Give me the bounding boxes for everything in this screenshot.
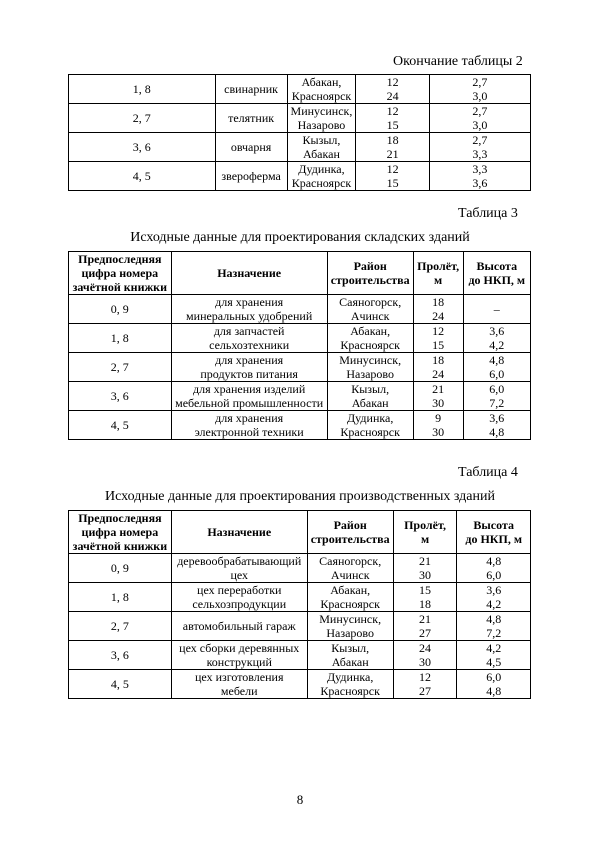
height-cell: 2,7 3,0 <box>429 104 530 133</box>
site-cell: Дудинка, Красноярск <box>307 670 393 699</box>
table2-continuation-caption: Окончание таблицы 2 <box>393 54 523 69</box>
digit-cell: 2, 7 <box>69 612 172 641</box>
page-number: 8 <box>296 792 304 807</box>
span-cell: 18 21 <box>356 133 429 162</box>
height-cell: 6,0 4,8 <box>457 670 531 699</box>
digit-cell: 1, 8 <box>69 75 216 104</box>
digit-cell: 3, 6 <box>69 641 172 670</box>
purpose-cell: звероферма <box>215 162 287 191</box>
site-cell: Абакан, Красноярск <box>327 324 413 353</box>
header-purpose: Назначение <box>171 511 307 554</box>
span-cell: 12 15 <box>356 162 429 191</box>
table3 <box>68 251 531 440</box>
height-cell: 4,8 7,2 <box>457 612 531 641</box>
height-cell: 2,7 3,0 <box>429 75 530 104</box>
table3-label: Таблица 3 <box>458 206 518 221</box>
span-cell: 9 30 <box>413 411 463 440</box>
digit-cell: 1, 8 <box>69 583 172 612</box>
height-cell: 4,8 6,0 <box>457 554 531 583</box>
span-cell: 18 24 <box>413 353 463 382</box>
height-cell: 2,7 3,3 <box>429 133 530 162</box>
purpose-cell: деревообрабатывающий цех <box>171 554 307 583</box>
site-cell: Дудинка, Красноярск <box>287 162 356 191</box>
table-row <box>69 382 531 411</box>
site-cell: Минусинск, Назарово <box>307 612 393 641</box>
span-cell: 15 18 <box>393 583 457 612</box>
digit-cell: 1, 8 <box>69 324 172 353</box>
table-row <box>69 104 531 133</box>
digit-cell: 2, 7 <box>69 104 216 133</box>
span-cell: 12 15 <box>413 324 463 353</box>
header-height: Высота до НКП, м <box>463 252 530 295</box>
height-cell: 4,2 4,5 <box>457 641 531 670</box>
height-cell: 3,3 3,6 <box>429 162 530 191</box>
table-header-row <box>69 252 531 295</box>
height-cell: 3,6 4,8 <box>463 411 530 440</box>
table-row <box>69 75 531 104</box>
span-cell: 21 27 <box>393 612 457 641</box>
span-cell: 12 27 <box>393 670 457 699</box>
span-cell: 21 30 <box>393 554 457 583</box>
site-cell: Абакан, Красноярск <box>307 583 393 612</box>
site-cell: Кызыл, Абакан <box>307 641 393 670</box>
purpose-cell: свинарник <box>215 75 287 104</box>
site-cell: Кызыл, Абакан <box>327 382 413 411</box>
height-cell: 3,6 4,2 <box>463 324 530 353</box>
purpose-cell: цех сборки деревянных конструкций <box>171 641 307 670</box>
site-cell: Минусинск, Назарово <box>287 104 356 133</box>
header-site: Район строительства <box>327 252 413 295</box>
table-row <box>69 554 531 583</box>
table4 <box>68 510 531 699</box>
table4-label: Таблица 4 <box>458 465 518 480</box>
header-span: Пролёт, м <box>393 511 457 554</box>
header-digit: Предпоследняя цифра номера зачётной книжки <box>69 511 172 554</box>
purpose-cell: овчарня <box>215 133 287 162</box>
height-cell: – <box>463 295 530 324</box>
span-cell: 12 15 <box>356 104 429 133</box>
site-cell: Дудинка, Красноярск <box>327 411 413 440</box>
header-height: Высота до НКП, м <box>457 511 531 554</box>
height-cell: 4,8 6,0 <box>463 353 530 382</box>
table-row <box>69 353 531 382</box>
purpose-cell: для запчастей сельхозтехники <box>171 324 327 353</box>
table-row <box>69 641 531 670</box>
purpose-cell: автомобильный гараж <box>171 612 307 641</box>
table-row <box>69 583 531 612</box>
purpose-cell: цех переработки сельхозпродукции <box>171 583 307 612</box>
purpose-cell: для хранения изделий мебельной промышленности <box>171 382 327 411</box>
purpose-cell: для хранения продуктов питания <box>171 353 327 382</box>
table-row <box>69 612 531 641</box>
purpose-cell: телятник <box>215 104 287 133</box>
digit-cell: 4, 5 <box>69 162 216 191</box>
table-row <box>69 324 531 353</box>
header-digit: Предпоследняя цифра номера зачётной книжки <box>69 252 172 295</box>
height-cell: 6,0 7,2 <box>463 382 530 411</box>
header-purpose: Назначение <box>171 252 327 295</box>
site-cell: Абакан, Красноярск <box>287 75 356 104</box>
span-cell: 12 24 <box>356 75 429 104</box>
table-row <box>69 411 531 440</box>
purpose-cell: для хранения электронной техники <box>171 411 327 440</box>
table-row <box>69 295 531 324</box>
digit-cell: 0, 9 <box>69 554 172 583</box>
purpose-cell: цех изготовления мебели <box>171 670 307 699</box>
digit-cell: 4, 5 <box>69 670 172 699</box>
purpose-cell: для хранения минеральных удобрений <box>171 295 327 324</box>
table-row <box>69 162 531 191</box>
header-site: Район строительства <box>307 511 393 554</box>
digit-cell: 0, 9 <box>69 295 172 324</box>
digit-cell: 3, 6 <box>69 133 216 162</box>
table3-title: Исходные данные для проектирования складских зданий <box>130 230 470 245</box>
table-row <box>69 133 531 162</box>
site-cell: Кызыл, Абакан <box>287 133 356 162</box>
header-span: Пролёт, м <box>413 252 463 295</box>
span-cell: 18 24 <box>413 295 463 324</box>
span-cell: 21 30 <box>413 382 463 411</box>
table-row <box>69 670 531 699</box>
site-cell: Саяногорск, Ачинск <box>307 554 393 583</box>
site-cell: Минусинск, Назарово <box>327 353 413 382</box>
digit-cell: 4, 5 <box>69 411 172 440</box>
digit-cell: 3, 6 <box>69 382 172 411</box>
site-cell: Саяногорск, Ачинск <box>327 295 413 324</box>
table2-continuation <box>68 74 531 191</box>
table4-title: Исходные данные для проектирования производственных зданий <box>105 489 495 504</box>
height-cell: 3,6 4,2 <box>457 583 531 612</box>
digit-cell: 2, 7 <box>69 353 172 382</box>
span-cell: 24 30 <box>393 641 457 670</box>
table-header-row <box>69 511 531 554</box>
